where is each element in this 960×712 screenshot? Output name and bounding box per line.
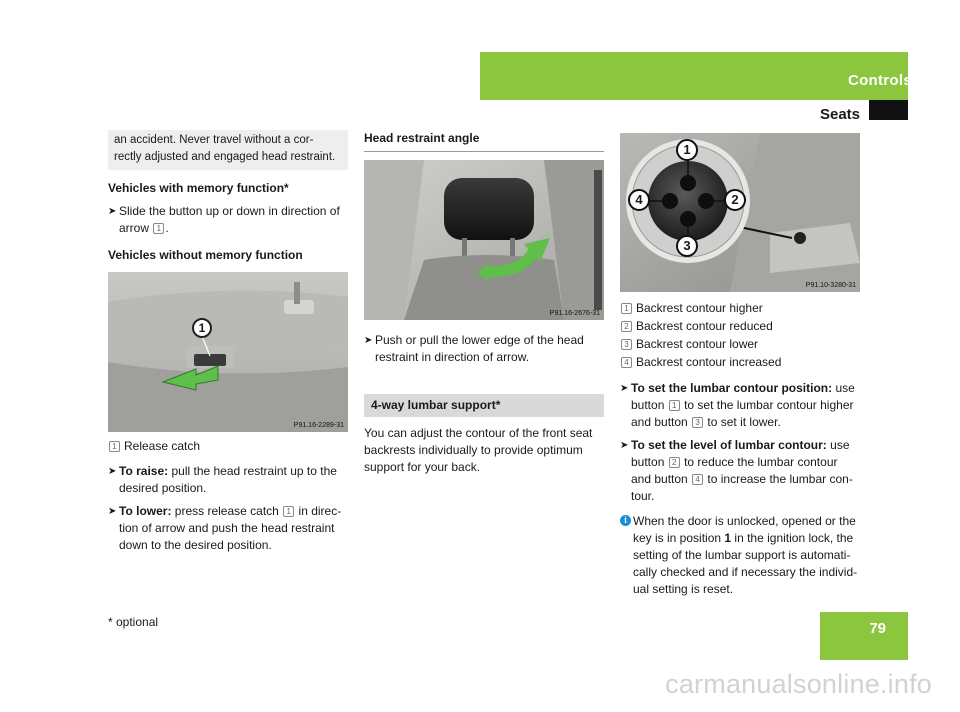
callout-badge-1: 1 bbox=[676, 139, 698, 161]
photo-code: P91.16-2676-31 bbox=[549, 310, 600, 317]
column-1 bbox=[108, 130, 348, 554]
callout-badge-2: 2 bbox=[724, 189, 746, 211]
callout-number: 4 bbox=[692, 474, 703, 485]
legend-item: 4 Backrest contour increased bbox=[620, 354, 860, 371]
angle-step: ➤ Push or pull the lower edge of the head restraint in direction of arrow. bbox=[364, 333, 584, 364]
photo-code: P91.16-2289-31 bbox=[293, 422, 344, 429]
step-arrow-icon: ➤ bbox=[620, 383, 629, 394]
lumbar-heading: 4-way lumbar support* bbox=[364, 394, 604, 417]
memory-heading: Vehicles with memory function* bbox=[108, 181, 289, 195]
raise-step: ➤ To raise: pull the head restraint up to the desired position. bbox=[108, 464, 337, 495]
memory-step: ➤ Slide the button up or down in direction of arrow 1 . bbox=[108, 204, 340, 235]
callout-number: 1 bbox=[669, 400, 680, 411]
callout-badge-1: 1 bbox=[192, 318, 212, 338]
section-title: Controls bbox=[847, 72, 912, 89]
step-arrow-icon: ➤ bbox=[108, 506, 117, 517]
callout-badge-3: 3 bbox=[676, 235, 698, 257]
lumbar-switch-illustration bbox=[620, 133, 860, 292]
lower-step: ➤ To lower: press release catch 1 in direc- tion of arrow and push the head restraint down to the desired position. bbox=[108, 504, 342, 552]
watermark: carmanualsonline.info bbox=[665, 669, 932, 699]
info-icon: i bbox=[620, 515, 631, 526]
callout-number: 2 bbox=[669, 457, 680, 468]
column-2 bbox=[364, 130, 604, 476]
legend-item: 1 Backrest contour higher bbox=[620, 300, 860, 317]
legend bbox=[108, 438, 348, 455]
head-restraint-illustration bbox=[364, 160, 604, 320]
info-note: i When the door is unlocked, opened or the key is in position 1 in the ignition lock, the setting of the lumbar support is automati- cally checked and if necessary the individ- ual setting is reset. bbox=[620, 513, 860, 598]
photo-code: P91.10-3280-31 bbox=[805, 282, 856, 289]
callout-number: 3 bbox=[692, 417, 703, 428]
step-arrow-icon: ➤ bbox=[108, 206, 117, 217]
header-marker bbox=[869, 100, 908, 120]
release-catch-photo bbox=[108, 272, 348, 432]
head-restraint-photo bbox=[364, 160, 604, 320]
lumbar-switch-photo bbox=[620, 133, 860, 292]
callout-badge-4: 4 bbox=[628, 189, 650, 211]
lumbar-intro: You can adjust the contour of the front seat backrests individually to provide optimum support for your back. bbox=[364, 426, 593, 474]
release-catch-illustration bbox=[108, 272, 348, 432]
legend-item: 3 Backrest contour lower bbox=[620, 336, 860, 353]
legend-item: 2 Backrest contour reduced bbox=[620, 318, 860, 335]
step-arrow-icon: ➤ bbox=[364, 335, 373, 346]
lumbar-legend bbox=[620, 300, 860, 371]
subsection-title: Seats bbox=[819, 106, 860, 123]
legend-item: 1 Release catch bbox=[108, 438, 348, 455]
step-arrow-icon: ➤ bbox=[620, 440, 629, 451]
header-band bbox=[480, 52, 908, 100]
footnote: * optional bbox=[108, 615, 159, 629]
page-number: 79 bbox=[869, 620, 886, 637]
callout-number: 1 bbox=[283, 506, 294, 517]
callout-number: 1 bbox=[153, 223, 164, 234]
step-arrow-icon: ➤ bbox=[108, 466, 117, 477]
position-step: ➤ To set the lumbar contour position: use button 1 to set the lumbar contour higher and button 3 to set it lower. bbox=[620, 381, 855, 429]
no-memory-heading: Vehicles without memory function bbox=[108, 248, 303, 262]
warning-note: an accident. Never travel without a cor- rectly adjusted and engaged head restraint. bbox=[108, 130, 348, 170]
level-step: ➤ To set the level of lumbar contour: use button 2 to reduce the lumbar contour and button 4 to increase the lumbar con- tour. bbox=[620, 438, 853, 503]
column-3 bbox=[620, 133, 860, 598]
head-restraint-angle-heading: Head restraint angle bbox=[364, 130, 604, 152]
